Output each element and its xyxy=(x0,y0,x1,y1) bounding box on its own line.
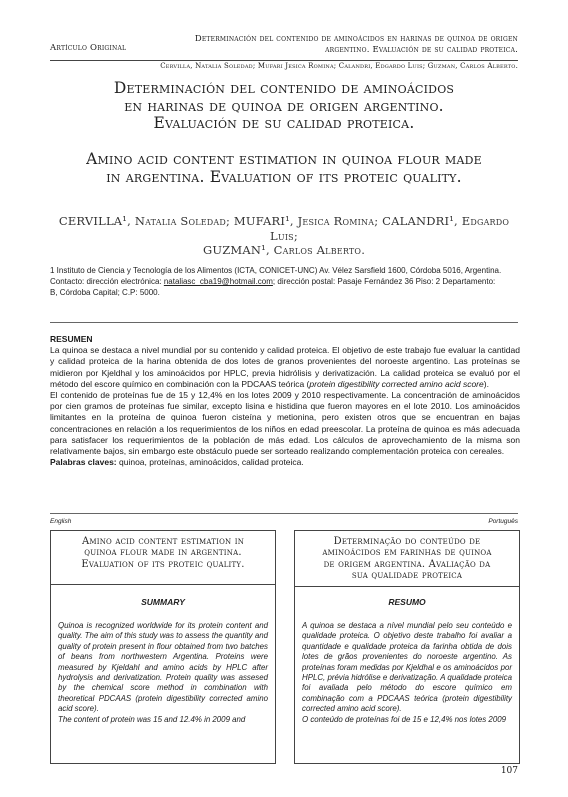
running-header xyxy=(50,34,518,74)
header-divider xyxy=(50,60,518,61)
summary-paragraph: The content of protein was 15 and 12.4% in 2009 and xyxy=(58,714,246,724)
portuguese-box-title xyxy=(303,536,511,581)
contact-line xyxy=(50,276,520,287)
abstract-text: La quinoa se destaca a nivel mundial por su contenido y calidad proteica. El objetivo de este trabajo fue evaluar la cantidad y calidad proteica de la harina obtenida de dos lotes de granos provenientes del noroeste argentino. Las proteínas se midieron por Kjeldhal y los aminoácidos por HPLC, previa hidrólisis y derivatización. La calidad proteica se evaluó por el método del escore químico en combinación con la PDCAAS teórica ( xyxy=(50,345,520,389)
portuguese-summary-text xyxy=(302,621,512,725)
box-title-line: sua qualidade proteica xyxy=(351,569,463,581)
language-label-portuguese: Português xyxy=(488,518,518,525)
contact-prefix: Contacto: dirección electrónica: xyxy=(50,277,164,286)
box-divider xyxy=(295,586,519,587)
abstract-paragraph: El contenido de proteínas fue de 15 y 12,4% en los lotes 2009 y 2010 respectivamente. La concentración de aminoácidos por cien gramos de proteínas fue similar, excepto lisina e histidina que fueron mayores en el lote 2010. Los aminoácidos limitantes en la proteína de quinoa fueron cisteína y metionina, pero existen otros que se encuentran en bajas concentraciones en relación a los requerimientos de los niños en edad preescolar. La proteína de quinoa es más adecuada para satisfacer los requerimientos de la población de más edad. Los cálculos de aprovechamiento de la misma son relativamente bajos, sin embargo este obstáculo puede ser sorteado realizando complementación proteica con cereales. xyxy=(50,390,520,457)
contact-email-link[interactable]: nataliasc_cba19@hotmail.com xyxy=(163,277,273,286)
box-title-line: aminoácidos em farinhas de quinoa xyxy=(322,547,492,559)
summary-paragraph: Quinoa is recognized worldwide for its protein content and quality. The aim of this study was to assess the quantity and quality of protein present in flour obtained from two batches of beans from northwestern Argentina. Proteins were measured by Kjeldahl and amino acids by HPLC after hydrolysis and derivatization. Protein quality was assesed by the chemical score method in combination with theoretical PDCAAS (protein digestibility corrected amino acid score). xyxy=(58,621,268,714)
running-title-line: Determinación del contenido de aminoácidos en harinas de quinoa de origen xyxy=(194,34,518,44)
address-line: B, Córdoba Capital; C.P: 5000. xyxy=(50,288,160,297)
box-title-line: Evaluation of its proteic quality. xyxy=(81,558,245,570)
contact-suffix: ; dirección postal: Pasaje Fernández 36 Piso: 2 Departamento: xyxy=(272,277,496,286)
keywords xyxy=(50,457,520,468)
abstract-heading: RESUMEN xyxy=(50,334,93,344)
title-line: in argentina. Evaluation of its proteic quality. xyxy=(106,167,462,186)
abstract-bottom-divider xyxy=(50,513,518,514)
resumo-paragraph: O conteúdo de proteínas foi de 15 e 12,4% nos lotes 2009 xyxy=(302,714,506,724)
affiliation-line: 1 Instituto de Ciencia y Tecnología de los Alimentos (ICTA, CONICET-UNC) Av. Vélez Sarsfield 1600, Córdoba 5016, Argentina. xyxy=(50,266,502,275)
title-spanish xyxy=(40,80,528,133)
resumo-heading: RESUMO xyxy=(388,597,426,607)
title-english xyxy=(40,151,528,186)
section-label: Artículo Original xyxy=(50,43,127,53)
resumo-paragraph: A quinoa se destaca a nível mundial pelo seu conteúdo e qualidade proteica. O objetivo deste trabalho foi avaliar a quantidade e qualidade proteica da farinha obtida de dois lotes de grãos provenientes do noroeste argentino. As proteínas foram medidas por Kjeldhal e os aminoácidos por HPLC, prévia hidrólise e derivatização. A qualidade proteica foi avaliada pelo método do escore químico em combinação com a PDCAAS teórica (protein digestibility corrected amino acid score). xyxy=(302,621,512,714)
running-title-line: argentino. Evaluación de su calidad proteica. xyxy=(325,45,518,55)
abstract-top-divider xyxy=(50,322,518,323)
abstract-italic-text: protein digestibility corrected amino acid score xyxy=(309,378,484,389)
summary-heading: SUMMARY xyxy=(141,597,185,607)
portuguese-abstract-box xyxy=(294,530,520,764)
keywords-label: Palabras claves: xyxy=(50,457,117,468)
title-line: Determinación del contenido de aminoácidos xyxy=(113,79,455,97)
abstract-text: ). xyxy=(483,378,489,389)
title-line: Amino acid content estimation in quinoa flour made xyxy=(86,150,482,168)
box-title-line: Amino acid content estimation in xyxy=(81,536,245,547)
english-box-title xyxy=(59,536,267,570)
box-divider xyxy=(51,584,275,585)
page-number: 107 xyxy=(500,766,518,776)
author-line: CERVILLA¹, Natalia Soledad; MUFARI¹, Jesica Romina; CALANDRI¹, Edgardo Luis; xyxy=(58,214,510,243)
box-title-line: quinoa flour made in argentina. xyxy=(84,547,242,559)
title-line: Evaluación de su calidad proteica. xyxy=(153,114,415,132)
box-title-line: de origem argentina. Avaliação da xyxy=(323,558,491,570)
box-title-line: Determinação do conteúdo de xyxy=(333,536,481,547)
running-authors: Cervilla, Natalia Soledad; Mufari Jesica Romina; Calandri, Edgardo Luis; Guzman, Carlos Alberto. xyxy=(160,62,518,70)
affiliation-block xyxy=(50,265,520,298)
author-line: GUZMAN¹, Carlos Alberto. xyxy=(202,243,366,257)
abstract-paragraph xyxy=(50,345,520,390)
keywords-text: quinoa, proteínas, aminoácidos, calidad proteica. xyxy=(116,457,304,468)
language-label-english: English xyxy=(50,518,72,525)
english-abstract-box xyxy=(50,530,276,764)
english-summary-text xyxy=(58,621,268,725)
abstract-section xyxy=(50,334,520,468)
running-title xyxy=(188,34,518,56)
author-list xyxy=(50,214,518,258)
title-line: en harinas de quinoa de origen argentino. xyxy=(124,96,444,115)
